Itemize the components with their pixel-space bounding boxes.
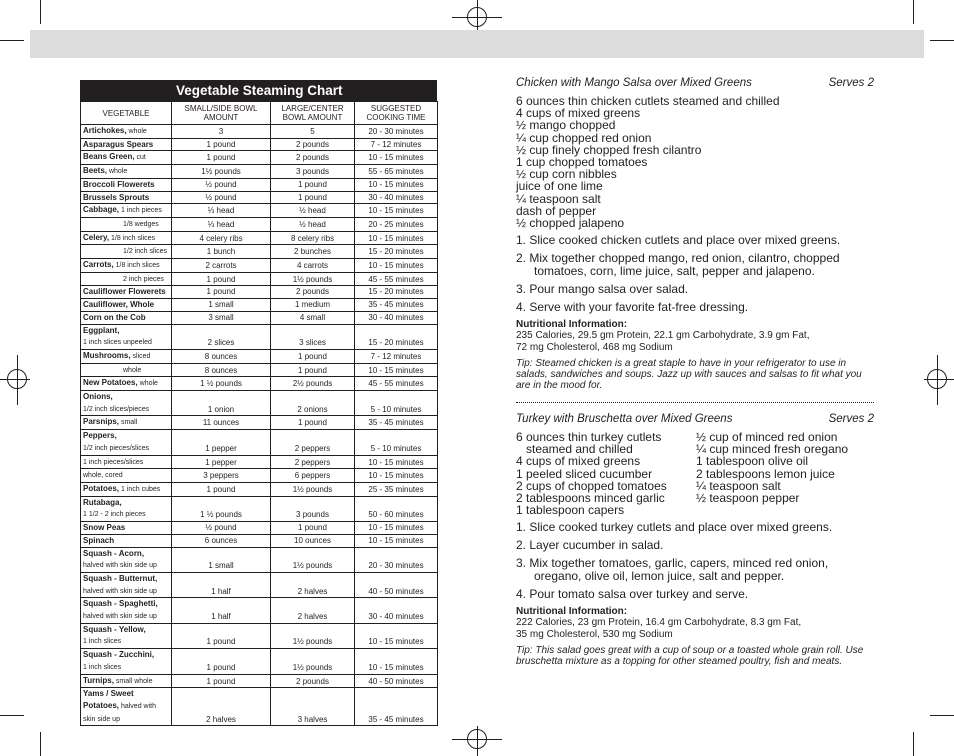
vegetable-cell: Corn on the Cob <box>81 311 172 324</box>
time-cell: 25 - 35 minutes <box>355 482 438 496</box>
time-cell: 10 - 15 minutes <box>355 231 438 245</box>
ingredient-item: 2 cups of chopped tomatoes <box>516 478 667 493</box>
time-cell: 30 - 40 minutes <box>355 191 438 204</box>
tip-text: Tip: Steamed chicken is a great staple to have in your refrigerator to use in salads, sandwiches and soups. Jazz up with sauces and salsas to fit what you are in the mood for. <box>516 357 862 392</box>
header-band <box>30 30 924 58</box>
large-cell: ½ head <box>271 204 355 218</box>
vegetable-cell: New Potatoes, whole <box>81 377 172 391</box>
ingredient-item: ½ mango chopped <box>516 118 616 133</box>
header-large-amount: LARGE/CENTER BOWL AMOUNT <box>271 102 355 125</box>
table-row <box>81 363 438 377</box>
ingredient-item: 2 tablespoons lemon juice <box>696 466 835 481</box>
table-row <box>81 547 438 572</box>
vegetable-cell: Squash - Yellow, 1 inch slices <box>81 623 172 648</box>
large-cell: 2 halves <box>271 598 355 623</box>
step-list <box>516 521 876 601</box>
large-cell: 3 halves <box>271 688 355 726</box>
ingredient-item: 1 tablespoon capers <box>516 503 625 518</box>
ingredient-list-right <box>696 431 848 516</box>
vegetable-cell: Artichokes, whole <box>81 125 172 139</box>
large-cell: 1½ pounds <box>271 547 355 572</box>
crop-mark <box>913 732 914 756</box>
time-cell: 10 - 15 minutes <box>355 534 438 547</box>
large-cell: 1½ pounds <box>271 623 355 648</box>
time-cell: 10 - 15 minutes <box>355 469 438 483</box>
vegetable-cell: Potatoes, 1 inch cubes <box>81 482 172 496</box>
large-cell: 1 pound <box>271 416 355 430</box>
vegetable-cell: whole, cored <box>81 469 172 483</box>
large-cell: 1 pound <box>271 178 355 191</box>
table-row <box>81 598 438 623</box>
table-row <box>81 231 438 245</box>
large-cell: 2 pounds <box>271 674 355 688</box>
vegetable-cell: whole <box>81 363 172 377</box>
large-cell: 2 halves <box>271 572 355 597</box>
ingredient-item: ½ teaspoon pepper <box>696 491 800 506</box>
crop-mark <box>40 732 41 756</box>
table-row <box>81 391 438 416</box>
large-cell: 2 onions <box>271 391 355 416</box>
ingredient-item: 2 tablespoons minced garlic <box>516 491 665 506</box>
large-cell: 3 pounds <box>271 496 355 521</box>
small-cell: ⅓ head <box>172 217 271 231</box>
crop-mark <box>0 715 24 716</box>
ingredient-item: 6 ounces thin turkey cutlets <box>516 430 662 444</box>
table-row <box>81 125 438 139</box>
ingredient-item: 1 tablespoon olive oil <box>696 454 809 469</box>
table-header-row <box>81 102 438 125</box>
vegetable-cell: Spinach <box>81 534 172 547</box>
time-cell: 15 - 20 minutes <box>355 286 438 299</box>
small-cell: 3 peppers <box>172 469 271 483</box>
large-cell: 2 pounds <box>271 286 355 299</box>
small-cell: ½ pound <box>172 522 271 535</box>
ingredient-item: 4 cups of mixed greens <box>516 106 641 121</box>
ingredient-columns <box>516 431 876 516</box>
time-cell: 10 - 15 minutes <box>355 259 438 273</box>
vegetable-cell: Carrots, 1/8 inch slices <box>81 259 172 273</box>
table-row <box>81 522 438 535</box>
vegetable-cell: Cauliflower, Whole <box>81 299 172 312</box>
ingredient-item: ½ cup finely chopped fresh cilantro <box>516 142 702 157</box>
large-cell: ½ head <box>271 217 355 231</box>
large-cell: 1½ pounds <box>271 272 355 286</box>
ingredient-item: 1 cup chopped tomatoes <box>516 155 648 170</box>
large-cell: 3 slices <box>271 324 355 349</box>
large-cell: 4 carrots <box>271 259 355 273</box>
small-cell: 11 ounces <box>172 416 271 430</box>
vegetable-steaming-chart <box>80 80 437 726</box>
small-cell: 1 pound <box>172 482 271 496</box>
table-row <box>81 324 438 349</box>
crop-mark <box>913 0 914 24</box>
vegetable-cell: Cauliflower Flowerets <box>81 286 172 299</box>
small-cell: 1 pound <box>172 272 271 286</box>
nutrition-line: 35 mg Cholesterol, 530 mg Sodium <box>516 628 673 640</box>
nutrition-heading: Nutritional Information: <box>516 606 628 618</box>
large-cell: 2 peppers <box>271 430 355 455</box>
recipe-serves: Serves 2 <box>828 77 874 89</box>
vegetable-cell: Rutabaga, 1 1/2 - 2 inch pieces <box>81 496 172 521</box>
vegetable-cell: Yams / Sweet Potatoes, halved with skin side up <box>81 688 172 726</box>
small-cell: 1 ½ pounds <box>172 496 271 521</box>
small-cell: 2 halves <box>172 688 271 726</box>
table-row <box>81 649 438 674</box>
step-item: 3. Pour mango salsa over salad. <box>516 282 689 297</box>
time-cell: 45 - 55 minutes <box>355 272 438 286</box>
nutrition-heading: Nutritional Information: <box>516 319 628 331</box>
time-cell: 7 - 12 minutes <box>355 138 438 151</box>
small-cell: 2 slices <box>172 324 271 349</box>
recipe-chicken-mango <box>516 77 876 392</box>
small-cell: 1½ pounds <box>172 165 271 179</box>
table-row <box>81 469 438 483</box>
time-cell: 35 - 45 minutes <box>355 688 438 726</box>
ingredient-list <box>516 95 876 229</box>
time-cell: 7 - 12 minutes <box>355 349 438 363</box>
small-cell: 4 celery ribs <box>172 231 271 245</box>
time-cell: 15 - 20 minutes <box>355 324 438 349</box>
table-row <box>81 259 438 273</box>
small-cell: 1 pepper <box>172 455 271 469</box>
time-cell: 10 - 15 minutes <box>355 151 438 165</box>
large-cell: 1 medium <box>271 299 355 312</box>
recipe-turkey-bruschetta <box>516 413 876 668</box>
step-list <box>516 234 876 314</box>
vegetable-cell: Beets, whole <box>81 165 172 179</box>
large-cell: 2 bunches <box>271 245 355 259</box>
table-row <box>81 178 438 191</box>
table-row <box>81 455 438 469</box>
small-cell: 3 <box>172 125 271 139</box>
vegetable-cell: Broccoli Flowerets <box>81 178 172 191</box>
vegetable-cell: Squash - Butternut, halved with skin side up <box>81 572 172 597</box>
table-row <box>81 286 438 299</box>
large-cell: 2 pounds <box>271 151 355 165</box>
large-cell: 4 small <box>271 311 355 324</box>
vegetable-cell: Cabbage, 1 inch pieces <box>81 204 172 218</box>
table-row <box>81 572 438 597</box>
time-cell: 10 - 15 minutes <box>355 649 438 674</box>
small-cell: 1 half <box>172 598 271 623</box>
large-cell: 1 pound <box>271 522 355 535</box>
vegetable-cell: Onions, 1/2 inch slices/pieces <box>81 391 172 416</box>
time-cell: 10 - 15 minutes <box>355 623 438 648</box>
time-cell: 40 - 50 minutes <box>355 572 438 597</box>
ingredient-item: ½ chopped jalapeno <box>516 216 625 231</box>
small-cell: 1 half <box>172 572 271 597</box>
recipe-title <box>516 413 876 425</box>
ingredient-item: ½ cup corn nibbles <box>516 167 617 182</box>
crop-mark <box>930 40 954 41</box>
nutrition-line: 72 mg Cholesterol, 468 mg Sodium <box>516 341 673 353</box>
time-cell: 10 - 15 minutes <box>355 455 438 469</box>
time-cell: 10 - 15 minutes <box>355 178 438 191</box>
vegetable-cell: 2 inch pieces <box>81 272 172 286</box>
recipe-name: Turkey with Bruschetta over Mixed Greens <box>516 413 733 425</box>
vegetable-cell: Squash - Spaghetti, halved with skin side up <box>81 598 172 623</box>
recipe-serves: Serves 2 <box>828 413 874 425</box>
small-cell: ⅓ head <box>172 204 271 218</box>
table-row <box>81 349 438 363</box>
vegetable-cell: Celery, 1/8 inch slices <box>81 231 172 245</box>
tip-text: Tip: This salad goes great with a cup of soup or a toasted whole grain roll. Use bruschetta mixture as a topping for other steamed poultry, fish and meats. <box>516 645 864 668</box>
time-cell: 10 - 15 minutes <box>355 522 438 535</box>
header-small-amount: SMALL/SIDE BOWL AMOUNT <box>172 102 271 125</box>
nutrition-line: 235 Calories, 29.5 gm Protein, 22.1 gm Carbohydrate, 3.9 gm Fat, <box>516 330 810 342</box>
large-cell: 1 pound <box>271 363 355 377</box>
step-item: 2. Mix together chopped mango, red onion, cilantro, chopped tomatoes, corn, lime juice, salt, pepper and jalapeno. <box>516 251 840 279</box>
table-row <box>81 138 438 151</box>
time-cell: 10 - 15 minutes <box>355 363 438 377</box>
table-row <box>81 299 438 312</box>
steaming-table <box>80 101 438 726</box>
table-row <box>81 245 438 259</box>
time-cell: 5 - 10 minutes <box>355 430 438 455</box>
time-cell: 20 - 30 minutes <box>355 125 438 139</box>
ingredient-list-left <box>516 431 696 516</box>
small-cell: 1 pound <box>172 138 271 151</box>
small-cell: 1 pound <box>172 674 271 688</box>
small-cell: 3 small <box>172 311 271 324</box>
step-item: 1. Slice cooked turkey cutlets and place over mixed greens. <box>516 520 833 535</box>
large-cell: 1½ pounds <box>271 482 355 496</box>
table-row <box>81 272 438 286</box>
small-cell: 1 pound <box>172 151 271 165</box>
vegetable-cell: Mushrooms, sliced <box>81 349 172 363</box>
time-cell: 50 - 60 minutes <box>355 496 438 521</box>
small-cell: 1 bunch <box>172 245 271 259</box>
table-row <box>81 165 438 179</box>
small-cell: 1 pepper <box>172 430 271 455</box>
nutrition-block <box>516 606 876 640</box>
time-cell: 15 - 20 minutes <box>355 245 438 259</box>
small-cell: 1 pound <box>172 286 271 299</box>
table-row <box>81 430 438 455</box>
table-row <box>81 377 438 391</box>
small-cell: ½ pound <box>172 178 271 191</box>
ingredient-item: 1 peeled sliced cucumber <box>516 466 653 481</box>
ingredient-item: 6 ounces thin chicken cutlets steamed and chilled <box>516 94 780 108</box>
table-row <box>81 482 438 496</box>
table-row <box>81 688 438 726</box>
vegetable-cell: 1/2 inch slices <box>81 245 172 259</box>
small-cell: 1 onion <box>172 391 271 416</box>
ingredient-item: juice of one lime <box>516 179 603 194</box>
crop-mark <box>0 40 24 41</box>
time-cell: 40 - 50 minutes <box>355 674 438 688</box>
small-cell: 8 ounces <box>172 363 271 377</box>
time-cell: 35 - 45 minutes <box>355 416 438 430</box>
large-cell: 1 pound <box>271 349 355 363</box>
time-cell: 35 - 45 minutes <box>355 299 438 312</box>
large-cell: 6 peppers <box>271 469 355 483</box>
small-cell: 1 pound <box>172 649 271 674</box>
recipe-divider <box>516 402 874 403</box>
table-row <box>81 311 438 324</box>
table-row <box>81 496 438 521</box>
step-item: 3. Mix together tomatoes, garlic, capers, minced red onion, oregano, olive oil, lemon juice, salt and pepper. <box>516 556 829 584</box>
vegetable-cell: Eggplant, 1 inch slices unpeeled <box>81 324 172 349</box>
crop-mark <box>930 715 954 716</box>
time-cell: 45 - 55 minutes <box>355 377 438 391</box>
ingredient-item: ¼ cup minced fresh oregano <box>696 442 849 457</box>
ingredient-item: 4 cups of mixed greens <box>516 454 641 469</box>
chart-title: Vegetable Steaming Chart <box>80 80 437 101</box>
small-cell: 8 ounces <box>172 349 271 363</box>
large-cell: 1 pound <box>271 191 355 204</box>
time-cell: 30 - 40 minutes <box>355 598 438 623</box>
table-row <box>81 674 438 688</box>
table-row <box>81 191 438 204</box>
vegetable-cell: Squash - Acorn, halved with skin side up <box>81 547 172 572</box>
ingredient-item: ½ cup of minced red onion <box>696 430 838 444</box>
vegetable-cell: Asparagus Spears <box>81 138 172 151</box>
step-item: 1. Slice cooked chicken cutlets and place over mixed greens. <box>516 233 841 248</box>
table-row <box>81 151 438 165</box>
table-row <box>81 217 438 231</box>
table-row <box>81 534 438 547</box>
step-item: 4. Pour tomato salsa over turkey and serve. <box>516 587 749 602</box>
small-cell: 1 small <box>172 299 271 312</box>
small-cell: 1 small <box>172 547 271 572</box>
vegetable-cell: Parsnips, small <box>81 416 172 430</box>
ingredient-item: ¼ cup chopped red onion <box>516 130 652 145</box>
ingredient-item: ¼ teaspoon salt <box>696 478 781 493</box>
time-cell: 5 - 10 minutes <box>355 391 438 416</box>
time-cell: 20 - 25 minutes <box>355 217 438 231</box>
recipe-name: Chicken with Mango Salsa over Mixed Greens <box>516 77 752 89</box>
small-cell: 1 pound <box>172 623 271 648</box>
large-cell: 2½ pounds <box>271 377 355 391</box>
ingredient-item: ¼ teaspoon salt <box>516 191 601 206</box>
large-cell: 3 pounds <box>271 165 355 179</box>
time-cell: 55 - 65 minutes <box>355 165 438 179</box>
time-cell: 30 - 40 minutes <box>355 311 438 324</box>
vegetable-cell: Snow Peas <box>81 522 172 535</box>
vegetable-cell: Turnips, small whole <box>81 674 172 688</box>
nutrition-line: 222 Calories, 23 gm Protein, 16.4 gm Carbohydrate, 8.3 gm Fat, <box>516 617 802 629</box>
header-cooking-time: SUGGESTED COOKING TIME <box>355 102 438 125</box>
crop-mark <box>40 0 41 24</box>
recipe-title <box>516 77 876 89</box>
vegetable-cell: 1 inch pieces/slices <box>81 455 172 469</box>
step-item: 2. Layer cucumber in salad. <box>516 538 664 553</box>
small-cell: 2 carrots <box>172 259 271 273</box>
small-cell: 1 ½ pounds <box>172 377 271 391</box>
table-row <box>81 623 438 648</box>
large-cell: 2 peppers <box>271 455 355 469</box>
ingredient-item: dash of pepper <box>516 203 597 218</box>
large-cell: 5 <box>271 125 355 139</box>
vegetable-cell: 1/8 wedges <box>81 217 172 231</box>
time-cell: 10 - 15 minutes <box>355 204 438 218</box>
time-cell: 20 - 30 minutes <box>355 547 438 572</box>
large-cell: 2 pounds <box>271 138 355 151</box>
large-cell: 8 celery ribs <box>271 231 355 245</box>
table-row <box>81 204 438 218</box>
small-cell: 6 ounces <box>172 534 271 547</box>
nutrition-block <box>516 319 876 353</box>
vegetable-cell: Squash - Zucchini, 1 inch slices <box>81 649 172 674</box>
small-cell: ½ pound <box>172 191 271 204</box>
vegetable-cell: Peppers, 1/2 inch pieces/slices <box>81 430 172 455</box>
large-cell: 1½ pounds <box>271 649 355 674</box>
large-cell: 10 ounces <box>271 534 355 547</box>
header-vegetable: VEGETABLE <box>81 102 172 125</box>
vegetable-cell: Brussels Sprouts <box>81 191 172 204</box>
table-row <box>81 416 438 430</box>
vegetable-cell: Beans Green, cut <box>81 151 172 165</box>
ingredient-item: steamed and chilled <box>516 442 633 457</box>
step-item: 4. Serve with your favorite fat-free dressing. <box>516 300 749 315</box>
